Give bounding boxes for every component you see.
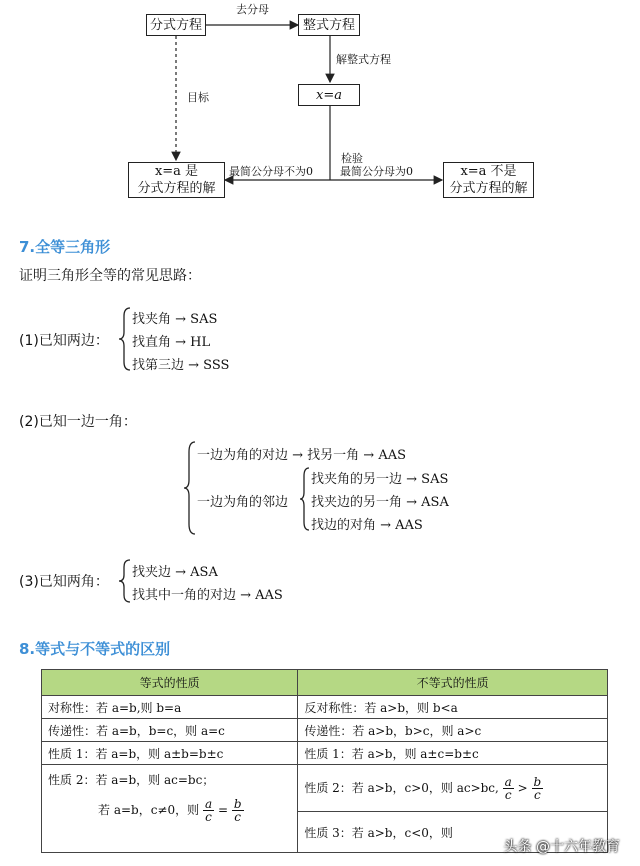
section7-title: 7.全等三角形 bbox=[19, 238, 111, 256]
cell-left: 性质 1：若 a=b，则 a±b=b±c bbox=[42, 742, 298, 765]
box-is-solution bbox=[128, 162, 225, 198]
cell-right: 反对称性：若 a>b，则 b<a bbox=[298, 696, 608, 719]
prop2-left-line1: 性质 2：若 a=b，则 ac=bc； bbox=[48, 773, 215, 787]
prop3-right-text: 性质 3：若 a>b，c<0，则 bbox=[304, 825, 453, 840]
table-row bbox=[42, 719, 608, 742]
case1-item-1: 找直角 → HL bbox=[132, 335, 211, 350]
header-equality: 等式的性质 bbox=[42, 670, 298, 696]
label-lcd-zero: 最简公分母为0 bbox=[340, 165, 413, 178]
case2-sub-2: 找边的对角 → AAS bbox=[311, 518, 423, 533]
case3-item-0: 找夹边 → ASA bbox=[132, 565, 218, 580]
case3-item-1: 找其中一角的对边 → AAS bbox=[132, 588, 283, 603]
case2-sub-1: 找夹边的另一角 → ASA bbox=[311, 495, 449, 510]
prop2-left-line2 bbox=[48, 798, 291, 823]
cell-left: 传递性：若 a=b，b=c，则 a=c bbox=[42, 719, 298, 742]
prop2-right-text: 性质 2：若 a>b，c>0，则 ac>bc, bbox=[304, 780, 499, 795]
cell-right: 性质 1：若 a>b，则 a±c=b±c bbox=[298, 742, 608, 765]
case2-item1: 一边为角的对边 → 找另一角 → AAS bbox=[197, 448, 406, 463]
header-inequality: 不等式的性质 bbox=[298, 670, 608, 696]
label-goal: 目标 bbox=[187, 91, 209, 104]
box-fractional-equation: 分式方程 bbox=[146, 14, 206, 36]
table-row bbox=[42, 765, 608, 812]
box-x-equals-a: x=a bbox=[298, 84, 360, 106]
case2-brace-inner bbox=[299, 466, 311, 532]
fraction-b-over-c-gt: $\frac{b}{c}$ bbox=[533, 774, 542, 802]
cell-left: 对称性：若 a=b,则 b=a bbox=[42, 696, 298, 719]
prop2-left-text: 若 a=b，c≠0，则 bbox=[98, 803, 200, 817]
greater-sign: > bbox=[517, 780, 528, 795]
label-lcd-nonzero: 最简公分母不为0 bbox=[229, 165, 313, 178]
case2-brace-outer bbox=[183, 440, 197, 536]
box-not-solution bbox=[443, 162, 534, 198]
table-row bbox=[42, 696, 608, 719]
case1-item-0: 找夹角 → SAS bbox=[132, 312, 218, 327]
is-solution-line2: 分式方程的解 bbox=[137, 181, 216, 196]
cell-left-prop2 bbox=[42, 765, 298, 853]
section8-title: 8.等式与不等式的区别 bbox=[19, 640, 171, 658]
table-row bbox=[42, 742, 608, 765]
label-remove-denominator: 去分母 bbox=[236, 3, 269, 16]
cell-right: 传递性：若 a>b，b>c，则 a>c bbox=[298, 719, 608, 742]
comparison-table bbox=[41, 669, 608, 853]
table-header-row bbox=[42, 670, 608, 696]
case3-label: (3)已知两角： bbox=[19, 574, 109, 590]
fraction-b-over-c: $\frac{b}{c}$ bbox=[233, 797, 242, 824]
case1-item-2: 找第三边 → SSS bbox=[132, 358, 230, 373]
case2-sub-0: 找夹角的另一边 → SAS bbox=[311, 472, 449, 487]
fraction-a-over-c: $\frac{a}{c}$ bbox=[204, 797, 213, 824]
case2-item2: 一边为角的邻边 bbox=[197, 495, 289, 510]
section7-intro: 证明三角形全等的常见思路： bbox=[19, 268, 201, 284]
case1-brace bbox=[118, 306, 132, 372]
label-check: 检验 bbox=[341, 152, 363, 165]
case2-label: (2)已知一边一角： bbox=[19, 414, 137, 430]
case3-brace bbox=[118, 558, 132, 604]
case1-label: (1)已知两边： bbox=[19, 333, 109, 349]
not-solution-line1: x=a 不是 bbox=[460, 164, 517, 179]
fraction-a-over-c-gt: $\frac{a}{c}$ bbox=[504, 774, 512, 802]
label-solve-integral: 解整式方程 bbox=[336, 53, 391, 66]
box-integral-equation: 整式方程 bbox=[298, 14, 360, 36]
is-solution-line1: x=a 是 bbox=[154, 164, 199, 179]
not-solution-line2: 分式方程的解 bbox=[449, 181, 528, 196]
watermark: 头条 @十六年教育 bbox=[503, 839, 620, 855]
equals-sign: = bbox=[217, 803, 228, 817]
cell-right-prop2 bbox=[298, 765, 608, 812]
